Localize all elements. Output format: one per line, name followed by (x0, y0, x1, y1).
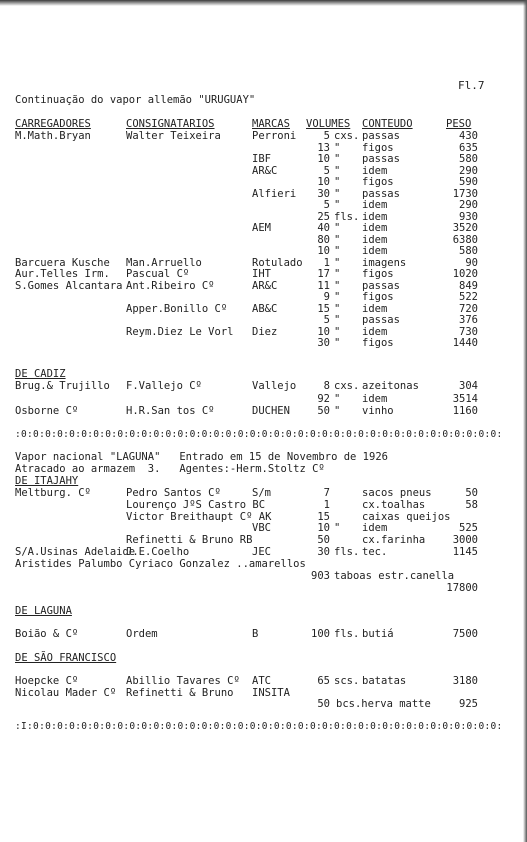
cell-volume: 80 (317, 233, 330, 246)
cell-unit: " (334, 325, 341, 338)
cell-weight: 635 (459, 141, 478, 154)
cell-unit: " (334, 268, 341, 280)
cell-weight: 50 (465, 487, 478, 499)
cell-content: idem (362, 222, 388, 234)
cell-content: batatas (362, 675, 407, 687)
cell-mark: VBC (252, 522, 271, 535)
cell-unit: " (334, 314, 341, 326)
cell-unit: fls. (334, 210, 360, 223)
cell-weight: 580 (459, 153, 478, 165)
cell-weight: 290 (459, 199, 478, 211)
cell-mark: AR&C (252, 164, 278, 177)
cell-weight: 3520 (452, 222, 478, 234)
cell-content: passas (362, 153, 400, 165)
cell-unit: " (334, 153, 341, 165)
cell-volume: 13 (317, 141, 330, 154)
cell-weight: 1440 (452, 337, 478, 349)
cell-volume: 5 (323, 314, 330, 326)
cell-shipper: Brug.& Trujillo (15, 380, 110, 392)
cell-unit: " (334, 522, 341, 535)
scan-right-edge (523, 0, 527, 842)
cell-consignee: F.Vallejo Cº (126, 380, 202, 392)
canella-volume: 903 (311, 570, 330, 582)
cell-content: passas (362, 314, 400, 326)
cell-consignee: H.R.San tos Cº (126, 405, 215, 417)
cell-content: caixas queijos (362, 510, 451, 523)
header-peso: PESO (446, 118, 472, 130)
cell-content: figos (362, 176, 394, 188)
cell-mark: Rotulado (252, 256, 303, 269)
cell-mark: AEM (252, 222, 271, 234)
cell-volume: 15 (317, 510, 330, 523)
cell-unit: " (334, 337, 341, 349)
cell-unit: " (334, 141, 341, 154)
cell-mark: Diez (252, 325, 278, 338)
cell-content: sacos pneus (362, 487, 432, 499)
cell-volume: 8 (323, 380, 330, 392)
cell-weight: 720 (459, 302, 478, 315)
cell-volume: 9 (323, 291, 330, 303)
cell-consignee: Ant.Ribeiro Cº (126, 279, 215, 292)
heading-itajahy: DE ITAJAHY (15, 475, 79, 487)
matte-volume: 50 (317, 698, 330, 710)
cell-volume: 30 (317, 337, 330, 349)
document-title: Continuação do vapor allemão "URUGUAY" (15, 94, 256, 106)
cell-unit: scs. (334, 675, 360, 687)
cell-mark: Vallejo (252, 380, 297, 392)
cell-volume: 5 (323, 199, 330, 211)
cell-content: tec. (362, 546, 388, 558)
cell-content: idem (362, 392, 388, 405)
cell-volume: 10 (317, 522, 330, 535)
cell-volume: 10 (317, 153, 330, 165)
cell-weight: 730 (459, 325, 478, 338)
cell-mark: DUCHEN (252, 405, 290, 417)
header-volumes: VOLUMES (306, 118, 351, 130)
cell-weight: 522 (459, 291, 478, 303)
cell-mark: ATC (252, 675, 271, 687)
cell-shipper: Osborne Cº (15, 405, 79, 417)
matte-weight: 925 (459, 698, 478, 710)
cell-unit: fls. (334, 628, 360, 640)
cell-volume: 10 (317, 245, 330, 257)
cell-unit: " (334, 233, 341, 246)
cell-unit: " (334, 392, 341, 405)
cell-consignee: Refinetti & Bruno (126, 686, 234, 699)
cell-volume: 50 (317, 405, 330, 417)
vessel-line: Vapor nacional "LAGUNA" Entrado em 15 de Novembro de 1926 (15, 451, 388, 463)
cell-weight: 7500 (452, 628, 478, 640)
cell-consignee: Walter Teixeira (126, 130, 221, 142)
cell-shipper: Hoepcke Cº (15, 675, 79, 687)
cell-mark: IBF (252, 153, 271, 165)
cell-volume: 65 (317, 675, 330, 687)
cell-mark: Alfieri (252, 187, 297, 200)
cell-consignee: Lourenço JºS Castro BC (126, 498, 266, 511)
cell-volume: 10 (317, 176, 330, 188)
cell-mark: B (252, 628, 259, 640)
cell-weight: 430 (459, 130, 478, 142)
cell-mark: JEC (252, 546, 271, 558)
cell-weight: 6380 (452, 233, 478, 246)
cell-unit: cxs. (334, 130, 360, 142)
cell-volume: 100 (311, 628, 330, 640)
cell-volume: 10 (317, 325, 330, 338)
separator-line-end: :I:0:0:0:0:0:0:0:0:0:0:0:0:0:0:0:0:0:0:0:0:0:0:0:0:0:0:0:0:0:0:0:0:0:0:0:0:0:0:0: (15, 721, 503, 732)
cell-weight: 3000 (452, 534, 478, 547)
cell-volume: 30 (317, 546, 330, 558)
cell-shipper: S.Gomes Alcantara (15, 279, 123, 292)
itajahy-total: 17800 (446, 582, 478, 594)
cell-consignee: Ordem (126, 628, 158, 640)
cell-content: idem (362, 233, 388, 246)
header-conteudo: CONTEUDO (362, 118, 413, 130)
cell-volume: 5 (323, 130, 330, 142)
cell-content: cx.toalhas (362, 498, 426, 511)
cell-consignee: Refinetti & Bruno RB (126, 534, 253, 547)
cell-content: cx.farinha (362, 534, 426, 547)
cell-unit: " (334, 279, 341, 292)
cell-consignee: J.E.Coelho (126, 546, 190, 558)
cell-weight: 90 (465, 256, 478, 269)
cell-mark: INSITA (252, 686, 290, 699)
cell-volume: 50 (317, 534, 330, 547)
canella-content: taboas estr.canella (334, 570, 455, 582)
cell-weight: 3180 (452, 675, 478, 687)
cell-consignee: Man.Arruello (126, 256, 202, 269)
cell-content: figos (362, 141, 394, 154)
cell-weight: 849 (459, 279, 478, 292)
cell-consignee: Reym.Diez Le Vorl (126, 325, 234, 338)
cell-unit: " (334, 291, 341, 303)
cell-volume: 15 (317, 302, 330, 315)
cell-content: passas (362, 130, 400, 142)
palumbo-line: Aristides Palumbo Cyriaco Gonzalez ..amarellos (15, 558, 306, 570)
cell-shipper: Nicolau Mader Cº (15, 686, 117, 699)
matte-content: bcs.herva matte (336, 698, 431, 710)
cell-content: idem (362, 302, 388, 315)
cell-weight: 590 (459, 176, 478, 188)
heading-laguna: DE LAGUNA (15, 605, 72, 617)
cell-mark: Perroni (252, 130, 297, 142)
page-number: Fl.7 (458, 79, 485, 92)
cell-content: butiá (362, 628, 394, 640)
cell-content: idem (362, 199, 388, 211)
cell-shipper: Barcuera Kusche (15, 256, 110, 269)
cell-consignee: Victor Breithaupt Cº AK (126, 510, 272, 523)
cell-shipper: M.Math.Bryan (15, 130, 91, 142)
cell-content: idem (362, 325, 388, 338)
cell-unit: " (334, 405, 341, 417)
cell-content: azeitonas (362, 380, 419, 392)
cell-volume: 30 (317, 187, 330, 200)
cell-content: idem (362, 245, 388, 257)
cell-content: figos (362, 291, 394, 303)
cell-unit: fls. (334, 546, 360, 558)
cell-volume: 11 (317, 279, 330, 292)
header-consignatarios: CONSIGNATARIOS (126, 118, 215, 130)
heading-cadiz: DE CADIZ (15, 368, 66, 380)
cell-weight: 1020 (452, 268, 478, 280)
cell-content: imagens (362, 256, 407, 269)
cell-weight: 304 (459, 380, 478, 392)
cell-unit: cxs. (334, 380, 360, 392)
cell-content: idem (362, 210, 388, 223)
cell-unit: " (334, 222, 341, 234)
cell-content: vinho (362, 405, 394, 417)
header-carregadores: CARREGADORES (15, 118, 91, 130)
cell-weight: 1160 (452, 405, 478, 417)
cell-shipper: Boião & Cº (15, 628, 79, 640)
cell-mark: IHT (252, 268, 271, 280)
cell-weight: 1730 (452, 187, 478, 200)
cell-weight: 58 (465, 498, 478, 511)
cell-unit: " (334, 164, 341, 177)
cell-weight: 525 (459, 522, 478, 535)
cell-content: idem (362, 164, 388, 177)
heading-sao-francisco: DE SÃO FRANCISCO (15, 652, 117, 664)
cell-consignee: Abillio Tavares Cº (126, 675, 240, 687)
cell-unit: " (334, 187, 341, 200)
cell-weight: 930 (459, 210, 478, 223)
cell-volume: 17 (317, 268, 330, 280)
cell-consignee: Apper.Bonillo Cº (126, 302, 228, 315)
cell-volume: 92 (317, 392, 330, 405)
cell-content: figos (362, 337, 394, 349)
cell-unit: " (334, 199, 341, 211)
header-marcas: MARCAS (252, 118, 290, 130)
separator-line: :0:0:0:0:0:0:0:0:0:0:0:0:0:0:0:0:0:0:0:0:0:0:0:0:0:0:0:0:0:0:0:0:0:0:0:0:0:0:0:0: (15, 429, 503, 440)
cell-weight: 1145 (452, 546, 478, 558)
cell-unit: " (334, 176, 341, 188)
cell-weight: 290 (459, 164, 478, 177)
cell-mark: AR&C (252, 279, 278, 292)
cell-content: passas (362, 187, 400, 200)
cell-mark: AB&C (252, 302, 278, 315)
cell-consignee: Pascual Cº (126, 268, 190, 280)
cell-consignee: Pedro Santos Cº (126, 487, 221, 499)
cell-weight: 376 (459, 314, 478, 326)
scan-top-edge (0, 0, 527, 6)
cell-volume: 7 (323, 487, 330, 499)
cell-unit: " (334, 302, 341, 315)
cell-unit: " (334, 256, 341, 269)
cell-volume: 5 (323, 164, 330, 177)
cell-shipper: Meltburg. Cº (15, 487, 91, 499)
cell-shipper: S/A.Usinas Adelaide (15, 546, 136, 558)
cell-content: passas (362, 279, 400, 292)
cell-mark: S/m (252, 487, 271, 499)
cell-volume: 40 (317, 222, 330, 234)
cell-shipper: Aur.Telles Irm. (15, 268, 110, 280)
cell-volume: 1 (323, 498, 330, 511)
cell-volume: 25 (317, 210, 330, 223)
dock-line: Atracado ao armazem 3. Agentes:-Herm.Stoltz Cº (15, 463, 325, 475)
cell-weight: 580 (459, 245, 478, 257)
cell-unit: " (334, 245, 341, 257)
cell-content: idem (362, 522, 388, 535)
cell-volume: 1 (323, 256, 330, 269)
cell-content: figos (362, 268, 394, 280)
cell-weight: 3514 (452, 392, 478, 405)
